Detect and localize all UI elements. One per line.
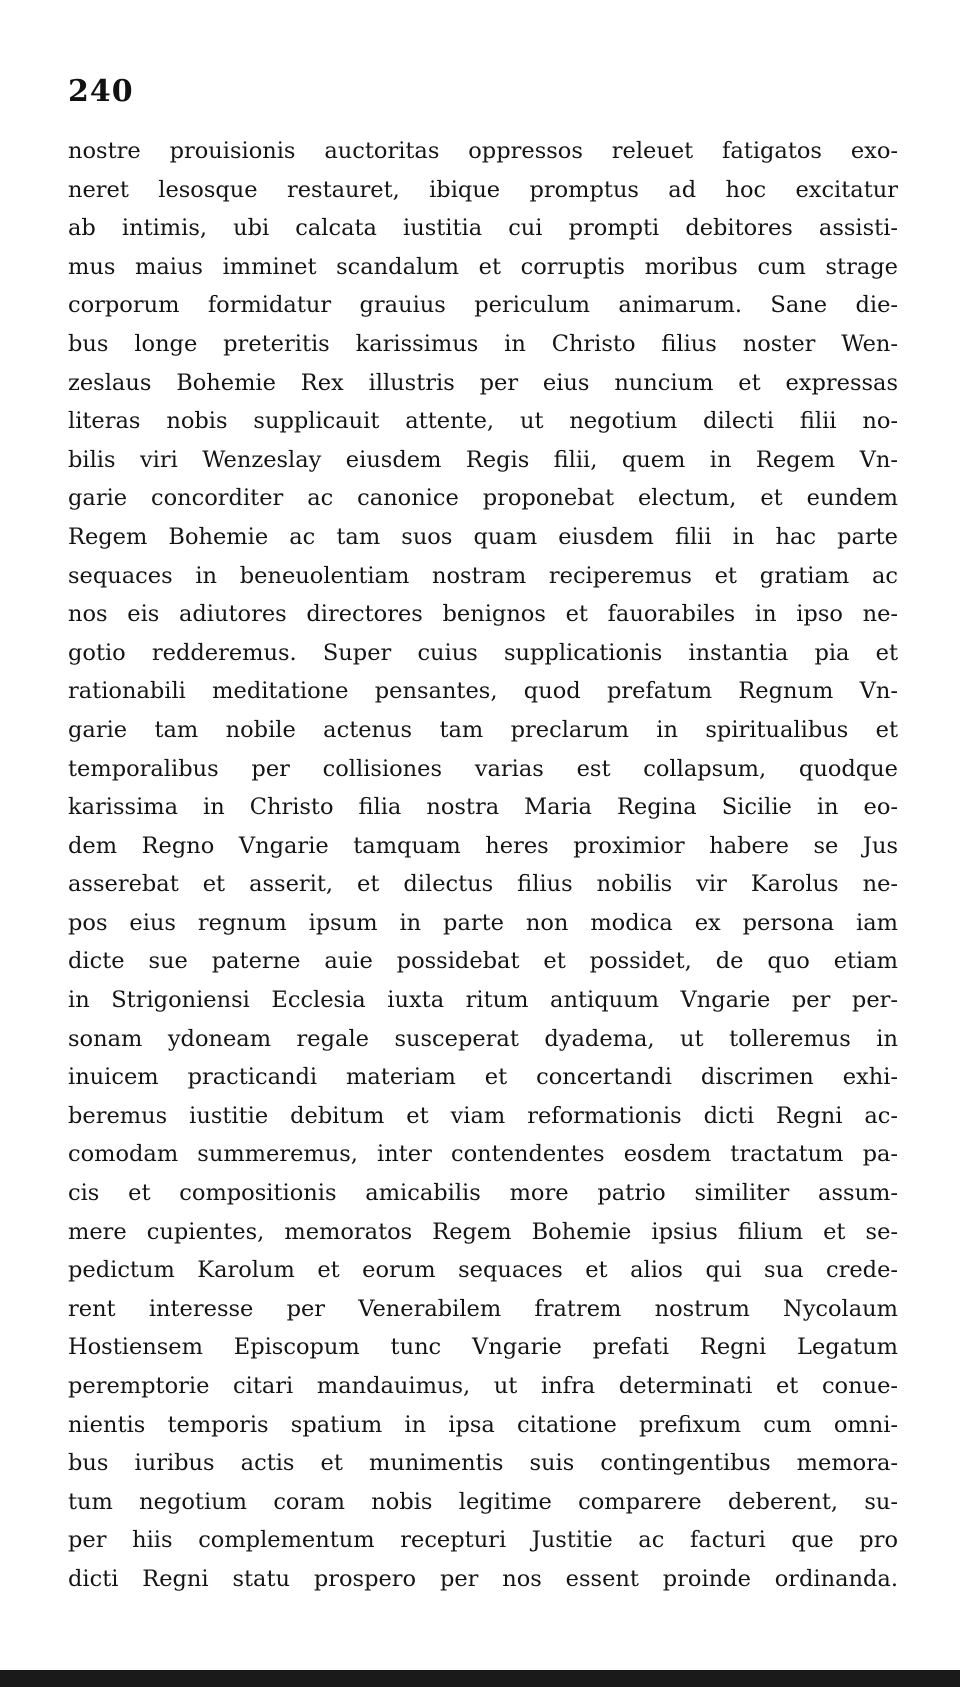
page-number: 240 <box>68 74 134 109</box>
text-line: garie concorditer ac canonice proponebat electum, et eundem <box>68 485 898 512</box>
text-line: peremptorie citari mandauimus, ut infra determinati et conue- <box>68 1373 898 1399</box>
text-line: dicte sue paterne auie possidebat et possidet, de quo etiam <box>68 948 898 975</box>
text-line: in Strigoniensi Ecclesia iuxta ritum antiquum Vngarie per per- <box>68 987 898 1014</box>
text-line: cis et compositionis amicabilis more patrio similiter assum- <box>68 1180 898 1207</box>
text-line: pos eius regnum ipsum in parte non modica ex persona iam <box>68 909 898 936</box>
text-line: inuicem practicandi materiam et concertandi discrimen exhi- <box>68 1064 898 1091</box>
text-line: per hiis complementum recepturi Justitie ac facturi que pro <box>68 1527 898 1554</box>
text-line: beremus iustitie debitum et viam reformationis dicti Regni ac- <box>68 1102 898 1129</box>
text-line: bus iuribus actis et munimentis suis contingentibus memora- <box>68 1450 898 1477</box>
text-line: pedictum Karolum et eorum sequaces et alios qui sua crede- <box>68 1257 898 1284</box>
text-line: nos eis adiutores directores benignos et fauorabiles in ipso ne- <box>68 601 898 628</box>
text-line: rent interesse per Venerabilem fratrem nostrum Nycolaum <box>68 1295 898 1322</box>
text-line: garie tam nobile actenus tam preclarum in spiritualibus et <box>68 716 898 743</box>
text-line: zeslaus Bohemie Rex illustris per eius nuncium et expressas <box>68 369 898 396</box>
text-line: ab intimis, ubi calcata iustitia cui prompti debitores assisti- <box>68 215 898 242</box>
text-line: rationabili meditatione pensantes, quod prefatum Regnum Vn- <box>68 678 898 705</box>
text-line: sonam ydoneam regale susceperat dyadema, ut tolleremus in <box>68 1025 898 1052</box>
body-text <box>68 132 898 1599</box>
text-line: tum negotium coram nobis legitime comparere deberent, su- <box>68 1488 898 1515</box>
text-line: gotio redderemus. Super cuius supplicationis instantia pia et <box>68 639 898 666</box>
text-line: literas nobis supplicauit attente, ut negotium dilecti filii no- <box>68 408 898 435</box>
text-line: bus longe preteritis karissimus in Christo filius noster Wen- <box>68 330 898 357</box>
text-line: Hostiensem Episcopum tunc Vngarie prefati Regni Legatum <box>68 1334 898 1361</box>
text-line: Regem Bohemie ac tam suos quam eiusdem filii in hac parte <box>68 523 898 550</box>
scan-bottom-border <box>0 1670 960 1687</box>
text-line: mus maius imminet scandalum et corruptis moribus cum strage <box>68 253 898 280</box>
text-line: nostre prouisionis auctoritas oppressos releuet fatigatos exo- <box>68 138 898 164</box>
text-line: sequaces in beneuolentiam nostram reciperemus et gratiam ac <box>68 562 898 589</box>
text-line: neret lesosque restauret, ibique promptus ad hoc excitatur <box>68 176 898 203</box>
text-line: asserebat et asserit, et dilectus filius nobilis vir Karolus ne- <box>68 871 898 898</box>
text-line: comodam summeremus, inter contendentes eosdem tractatum pa- <box>68 1141 898 1168</box>
text-line: corporum formidatur grauius periculum animarum. Sane die- <box>68 292 898 319</box>
text-line: bilis viri Wenzeslay eiusdem Regis filii, quem in Regem Vn- <box>68 446 898 473</box>
text-line: dicti Regni statu prospero per nos essent proinde ordinanda. <box>68 1565 898 1592</box>
text-line: temporalibus per collisiones varias est collapsum, quodque <box>68 755 898 782</box>
text-line: nientis temporis spatium in ipsa citatione prefixum cum omni- <box>68 1411 898 1438</box>
text-line: mere cupientes, memoratos Regem Bohemie ipsius filium et se- <box>68 1218 898 1245</box>
text-line: karissima in Christo filia nostra Maria Regina Sicilie in eo- <box>68 794 898 821</box>
text-line: dem Regno Vngarie tamquam heres proximior habere se Jus <box>68 832 898 859</box>
